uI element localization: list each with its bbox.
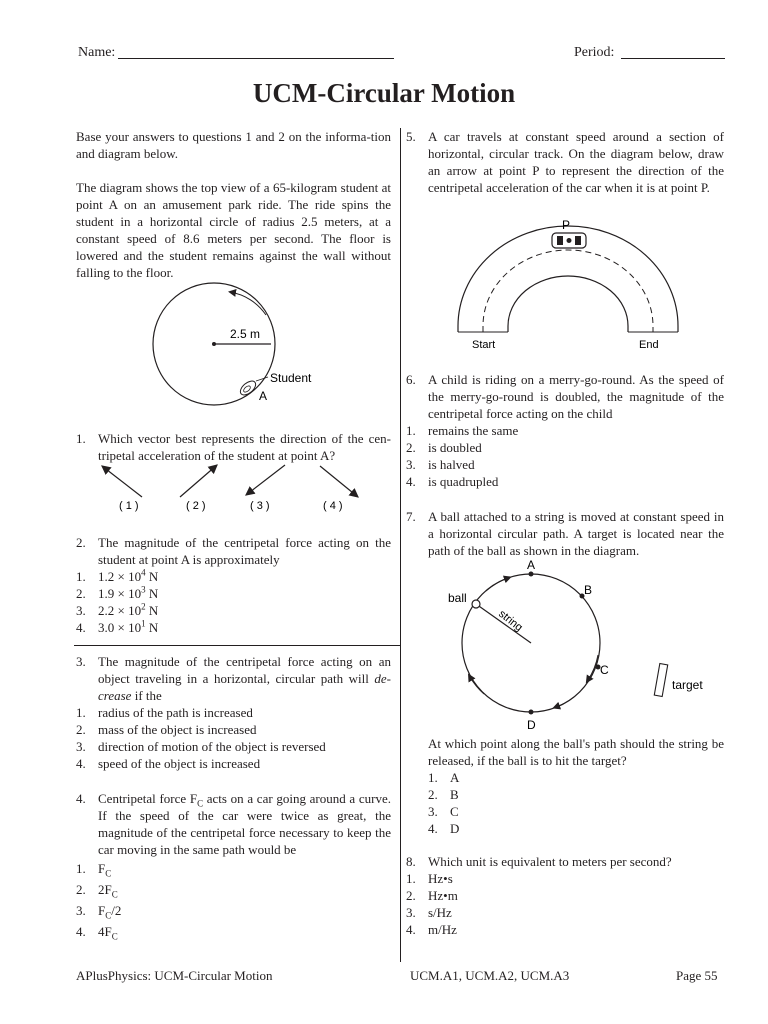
footer-left: APlusPhysics: UCM-Circular Motion bbox=[76, 968, 273, 983]
student-label: Student bbox=[270, 371, 312, 385]
ball-string-diagram bbox=[446, 560, 716, 732]
answer-options bbox=[428, 769, 724, 837]
question-number: 5. bbox=[406, 129, 416, 144]
answer-option[interactable]: 2. $2F_C$ bbox=[76, 882, 118, 900]
answer-option[interactable]: 1. $1.2 \times 10^4$ N bbox=[76, 567, 159, 584]
ride-circle-diagram bbox=[140, 280, 340, 430]
page-title: UCM-Circular Motion bbox=[252, 78, 516, 108]
answer-option[interactable]: 4. m/Hz bbox=[406, 922, 457, 937]
footer-page-number: Page 55 bbox=[676, 968, 718, 983]
question-number: 6. bbox=[406, 372, 416, 387]
question-6 bbox=[406, 371, 724, 490]
point-d-label: D bbox=[527, 718, 536, 732]
answer-option[interactable]: 3. s/Hz bbox=[406, 905, 452, 920]
answer-options bbox=[76, 568, 391, 636]
answer-option[interactable]: 3. $2.2 \times 10^2$ N bbox=[76, 601, 159, 618]
answer-option[interactable]: 4. speed of the object is increased bbox=[76, 756, 261, 771]
answer-option[interactable]: 2. $1.9 \times 10^3$ N bbox=[76, 584, 159, 601]
track-inner-edge bbox=[508, 276, 628, 332]
question-8 bbox=[406, 853, 724, 938]
vector-4-arrow bbox=[320, 466, 358, 497]
answer-option[interactable]: 2. mass of the object is increased bbox=[76, 722, 257, 737]
vector-3-arrow bbox=[246, 465, 285, 495]
point-b-label: B bbox=[584, 583, 593, 597]
ball bbox=[472, 600, 480, 608]
question-text: At which point along the ball's path should the string be released, if the ball is to hit the target? bbox=[428, 736, 724, 768]
vector-2-label: ( 2 ) bbox=[186, 500, 206, 512]
question-number: 4. bbox=[76, 791, 86, 806]
question-text: A car travels at constant speed around a section of horizontal, circular track. On the diagram below, draw an arrow at point P to represent the direction of the centripetal acceleration of the car when it is at point P. bbox=[428, 129, 724, 195]
question-text: Which unit is equivalent to meters per second? bbox=[428, 854, 672, 869]
vector-2-arrow bbox=[180, 465, 217, 497]
point-c-label: C bbox=[600, 663, 609, 677]
answer-option[interactable]: 4. $3.0 \times 10^1$ N bbox=[76, 618, 159, 635]
vector-3-label: ( 3 ) bbox=[250, 500, 270, 512]
answer-option[interactable]: 1. Hz•s bbox=[406, 871, 453, 886]
answer-option[interactable]: 2. B bbox=[428, 787, 459, 802]
intro-paragraph-1: Base your answers to questions 1 and 2 on the informa-tion and diagram below. bbox=[76, 129, 391, 161]
answer-options bbox=[406, 870, 724, 938]
answer-option[interactable]: 3. C bbox=[428, 804, 459, 819]
name-label: Name: bbox=[78, 45, 116, 60]
answer-option[interactable]: 1. remains the same bbox=[406, 423, 519, 438]
answer-option[interactable]: 2. is doubled bbox=[406, 440, 482, 455]
question-text: Centripetal force $F_C$ acts on a car going around a curve. If the speed of the car were twice as great, the magnitude of the centripetal force necessary to keep the car moving in the same path would be bbox=[98, 791, 392, 857]
vector-4-label: ( 4 ) bbox=[323, 500, 343, 512]
end-label: End bbox=[639, 339, 659, 351]
question-text: A child is riding on a merry-go-round. As the speed of the merry-go-round is doubled, the magnitude of the centripetal force acting on the child bbox=[428, 372, 724, 421]
string-label: string bbox=[496, 607, 525, 634]
point-p-dot bbox=[567, 238, 572, 243]
question-number: 2. bbox=[76, 535, 86, 550]
question-text: The magnitude of the centripetal force acting on an object traveling in a horizontal, circular path will de-crease if the bbox=[98, 654, 391, 703]
answer-options bbox=[406, 422, 724, 490]
answer-option[interactable]: 1. A bbox=[428, 770, 460, 785]
period-field[interactable] bbox=[621, 44, 725, 59]
answer-option[interactable]: 3. is halved bbox=[406, 457, 475, 472]
question-2 bbox=[76, 534, 391, 636]
point-a-label: A bbox=[527, 560, 536, 572]
answer-option[interactable]: 4. $4F_C$ bbox=[76, 924, 118, 942]
answer-option[interactable]: 3. $F_C/2$ bbox=[76, 903, 122, 921]
question-7 bbox=[406, 508, 724, 559]
radius-label: 2.5 m bbox=[230, 327, 261, 341]
question-text: Which vector best represents the direction of the cen-tripetal acceleration of the student at point A? bbox=[98, 431, 391, 463]
start-label: Start bbox=[472, 339, 496, 351]
intro-paragraph-2: The diagram shows the top view of a 65-kilogram student at point A on an amusement park ride. The ride spins the student in a horizontal circle of radius 2.5 meters, at a constant speed of 8.6 meters per second. The floor is lowered and the student remains against the wall without falling to the floor. bbox=[76, 180, 391, 280]
question-1 bbox=[76, 430, 391, 464]
question-number: 3. bbox=[76, 654, 86, 669]
section-divider bbox=[74, 645, 400, 646]
answer-options bbox=[76, 858, 391, 942]
answer-options bbox=[76, 704, 391, 772]
answer-option[interactable]: 1. $F_C$ bbox=[76, 861, 112, 879]
period-label: Period: bbox=[574, 45, 615, 60]
question-5 bbox=[406, 128, 724, 196]
answer-option[interactable]: 2. Hz•m bbox=[406, 888, 458, 903]
answer-option[interactable]: 1. radius of the path is increased bbox=[76, 705, 253, 720]
point-a-label: A bbox=[259, 389, 268, 403]
question-7-prompt bbox=[428, 735, 724, 837]
column-divider bbox=[400, 128, 401, 962]
answer-option[interactable]: 4. D bbox=[428, 821, 460, 836]
name-field[interactable] bbox=[118, 44, 394, 59]
question-4 bbox=[76, 790, 391, 942]
vector-choices bbox=[90, 460, 370, 515]
track-diagram bbox=[448, 216, 692, 354]
target bbox=[654, 664, 667, 697]
point-p-label: P bbox=[562, 218, 571, 232]
question-3 bbox=[76, 653, 391, 772]
question-text: A ball attached to a string is moved at constant speed in a horizontal circular path. A target is located near the path of the ball as shown in the diagram. bbox=[428, 509, 724, 558]
ball-label: ball bbox=[448, 591, 467, 605]
footer-center: UCM.A1, UCM.A2, UCM.A3 bbox=[410, 968, 570, 983]
target-label: target bbox=[672, 678, 703, 692]
answer-option[interactable]: 4. is quadrupled bbox=[406, 474, 499, 489]
question-number: 8. bbox=[406, 854, 416, 869]
rotation-arrow bbox=[230, 292, 266, 315]
question-text: The magnitude of the centripetal force acting on the student at point A is approximately bbox=[98, 535, 391, 567]
vector-1-label: ( 1 ) bbox=[119, 500, 139, 512]
question-number: 1. bbox=[76, 431, 86, 446]
answer-option[interactable]: 3. direction of motion of the object is reversed bbox=[76, 739, 326, 754]
question-number: 7. bbox=[406, 509, 416, 524]
vector-1-arrow bbox=[102, 466, 142, 497]
